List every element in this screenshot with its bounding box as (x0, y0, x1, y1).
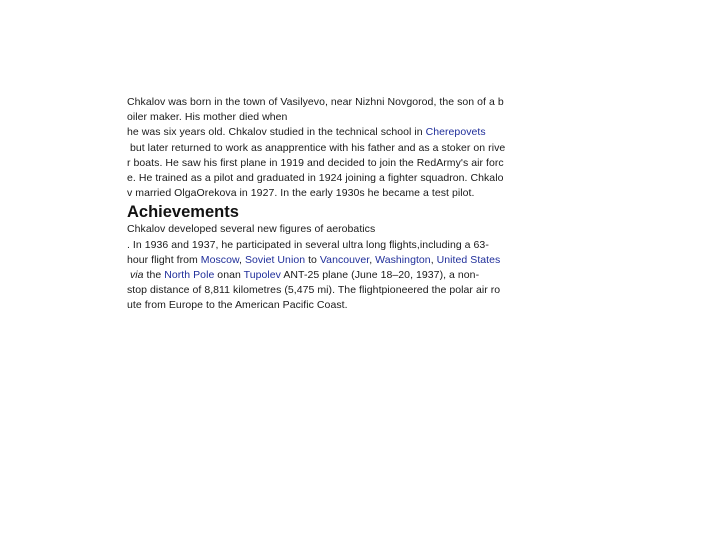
bio-line-2: oiler maker. His mother died when (127, 111, 288, 124)
tupolev-link[interactable]: Tupolev (243, 269, 281, 282)
separator-text: , (369, 253, 376, 266)
the-text: the (143, 269, 165, 282)
onan-text: onan (214, 269, 244, 282)
north-pole-link[interactable]: North Pole (164, 269, 215, 282)
cherepovets-link[interactable]: Cherepovets (425, 126, 486, 139)
achievements-heading: Achievements (127, 203, 239, 222)
achievements-line-6: ute from Europe to the American Pacific Coast. (127, 299, 348, 312)
achievements-line-4-rest: ANT-25 plane (June 18–20, 1937), a non- (280, 269, 480, 282)
to-text: to (305, 253, 320, 266)
achievements-line-1: Chkalov developed several new figures of aerobatics (127, 223, 376, 236)
soviet-union-link[interactable]: Soviet Union (244, 253, 306, 266)
achievements-line-4 (127, 268, 567, 283)
bio-line-3-text: he was six years old. Chkalov studied in the technical school in (127, 126, 426, 139)
separator-text: , (430, 253, 437, 266)
bio-line-3 (127, 125, 567, 140)
vancouver-link[interactable]: Vancouver (319, 253, 370, 266)
washington-link[interactable]: Washington (375, 253, 431, 266)
bio-line-7: v married OlgaOrekova in 1927. In the early 1930s he became a test pilot. (127, 187, 475, 200)
separator-text: , (239, 253, 245, 266)
achievements-line-5: stop distance of 8,811 kilometres (5,475 mi). The flightpioneered the polar air ro (127, 284, 501, 297)
bio-line-6: e. He trained as a pilot and graduated in 1924 joining a fighter squadron. Chkalo (127, 172, 504, 185)
achievements-line-3-text: hour flight from (127, 253, 201, 266)
bio-line-1: Chkalov was born in the town of Vasilyevo, near Nizhni Novgorod, the son of a b (127, 96, 504, 108)
document-body (127, 95, 567, 314)
via-text: via (129, 269, 144, 282)
achievements-line-3 (127, 253, 567, 268)
bio-line-4: but later returned to work as anapprentice with his father and as a stoker on rive (127, 141, 506, 154)
bio-line-5: r boats. He saw his first plane in 1919 and decided to join the RedArmy's air forc (127, 156, 504, 169)
achievements-line-2: . In 1936 and 1937, he participated in several ultra long flights,including a 63- (127, 238, 489, 251)
united-states-link[interactable]: United States (436, 253, 501, 266)
moscow-link[interactable]: Moscow (200, 253, 240, 266)
